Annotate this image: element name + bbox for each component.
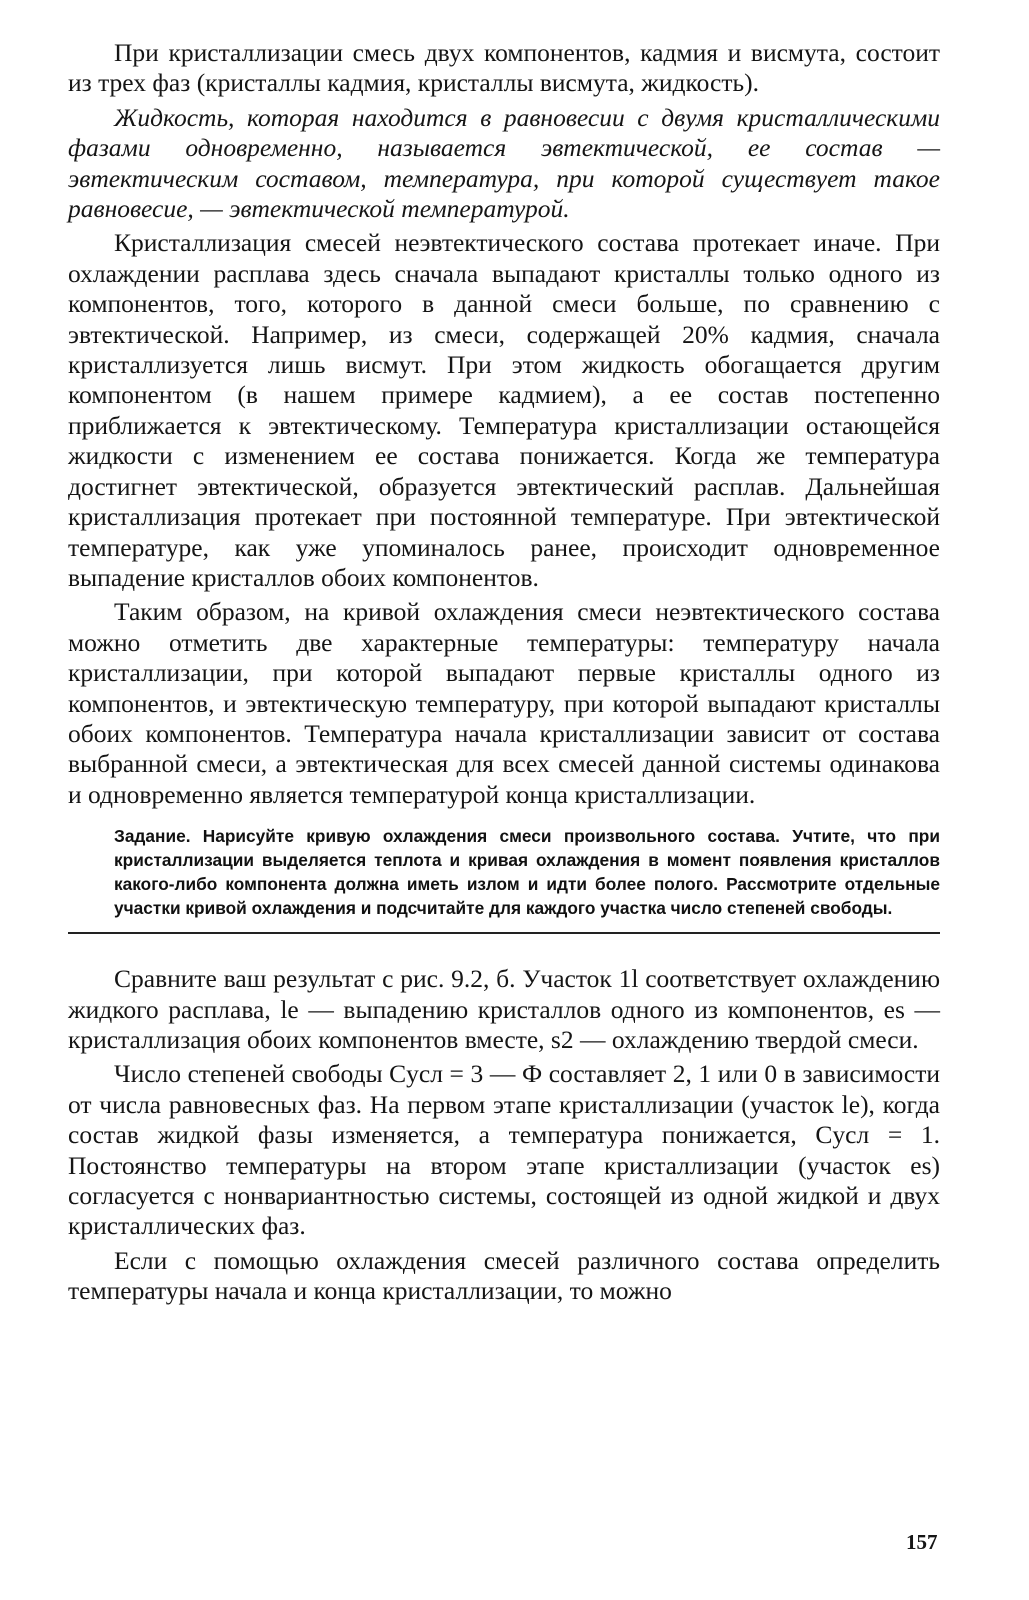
paragraph-eutectic-definition: Жидкость, которая находится в равновесии с двумя кристаллическими фазами одновременно, называется эвтектической, ее состав — эвтектическим составом, температура, при которой существует такое равновесие, — эвтектической температурой. <box>68 102 940 224</box>
paragraph-compare-result: Сравните ваш результат с рис. 9.2, б. Участок 1l соответствует охлаждению жидкого расплава, le — выпадению кристаллов одного из компонентов, es — кристаллизация обоих компонентов вместе, s2 — охлаждению твердой смеси. <box>68 964 940 1054</box>
page-number: 157 <box>906 1530 938 1554</box>
paragraph-characteristic-temperatures: Таким образом, на кривой охлаждения смеси неэвтектического состава можно отметить две характерные температуры: температуру начала кристаллизации, при которой выпадают первые кристаллы одного из компонентов, и эвтектическую температуру, при которой выпадают кристаллы обоих компонентов. Температура начала кристаллизации зависит от состава выбранной смеси, а эвтектическая для всех смесей данной системы одинакова и одновременно является температурой конца кристаллизации. <box>68 597 940 809</box>
paragraph-non-eutectic-crystallization: Кристаллизация смесей неэвтектического состава протекает иначе. При охлаждении расплава здесь сначала выпадают кристаллы только одного из компонентов, того, которого в данной смеси больше, по сравнению с эвтектической. Например, из смеси, содержащей 20% кадмия, сначала кристаллизуется лишь висмут. При этом жидкость обогащается другим компонентом (в нашем примере кадмием), а ее состав постепенно приближается к эвтектическому. Температура кристаллизации остающейся жидкости с изменением ее состава понижается. Когда же температура достигнет эвтектической, образуется эвтектический расплав. Дальнейшая кристаллизация протекает при постоянной температуре. При эвтектической температуре, как уже упоминалось ранее, происходит одновременное выпадение кристаллов обоих компонентов. <box>68 228 940 592</box>
paragraph-three-phases: При кристаллизации смесь двух компонентов, кадмия и висмута, состоит из трех фаз (кристаллы кадмия, кристаллы висмута, жидкость). <box>68 38 940 98</box>
page-body <box>68 38 940 1311</box>
paragraph-degrees-of-freedom: Число степеней свободы Cусл = 3 — Ф составляет 2, 1 или 0 в зависимости от числа равновесных фаз. На первом этапе кристаллизации (участок le), когда состав жидкой фазы изменяется, а температура понижается, Cусл = 1. Постоянство температуры на втором этапе кристаллизации (участок es) согласуется с нонвариантностью системы, состоящей из одной жидкой и двух кристаллических фаз. <box>68 1059 940 1241</box>
paragraph-continuation: Если с помощью охлаждения смесей различного состава определить температуры начала и конца кристаллизации, то можно <box>68 1245 940 1306</box>
task-block: Задание. Нарисуйте кривую охлаждения смеси произвольного состава. Учтите, что при кристаллизации выделяется теплота и кривая охлаждения в момент появления кристаллов какого-либо компонента должна иметь излом и идти более полого. Рассмотрите отдельные участки кривой охлаждения и подсчитайте для каждого участка число степеней свободы. <box>114 826 940 919</box>
section-divider <box>68 932 940 934</box>
